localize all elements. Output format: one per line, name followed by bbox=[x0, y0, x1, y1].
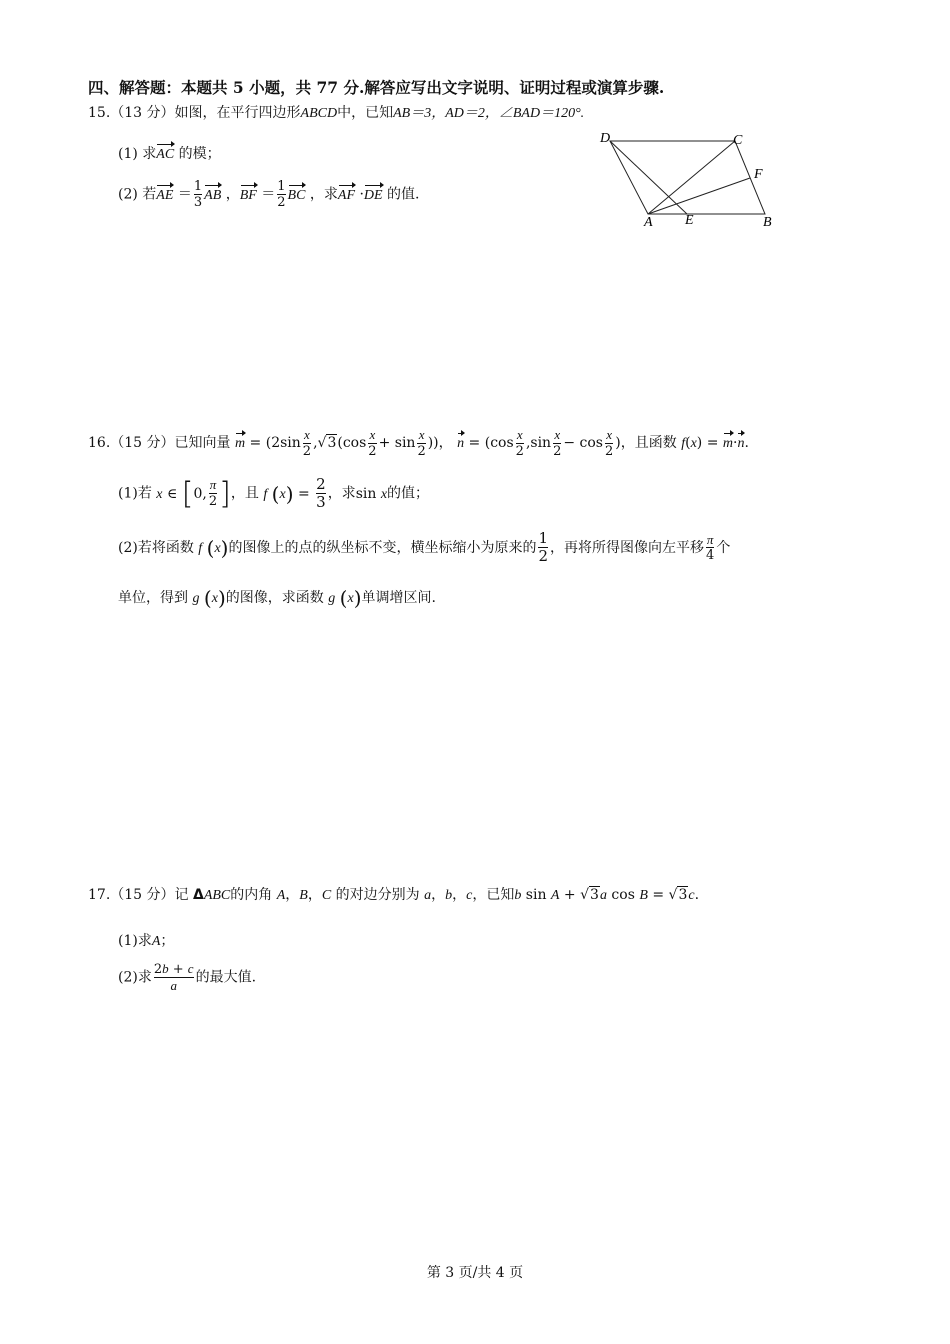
vector-m-definition: m = (2sin $\frac{x}{2}$ ,√3(cos $\frac{x}{2}$ + sin $\frac{x}{2}$ )) bbox=[234, 427, 439, 459]
q17-number: 17. bbox=[88, 887, 111, 903]
q17-part2-label: (2)求 bbox=[118, 969, 152, 986]
q15-part1 bbox=[118, 143, 221, 163]
vector-AF: AF bbox=[337, 187, 355, 203]
label-C: C bbox=[733, 133, 743, 148]
q15-part2-label: (2) bbox=[118, 186, 138, 203]
q15-part1-tail: 的模； bbox=[178, 146, 221, 162]
q15-part1-label: (1) bbox=[118, 146, 138, 162]
q15-points: （13 分） bbox=[110, 105, 175, 121]
parallelogram-figure bbox=[590, 126, 790, 234]
q17-part2 bbox=[118, 962, 256, 993]
q16-part1-tail: ，求 bbox=[327, 485, 356, 502]
vector-AC: AC bbox=[156, 147, 175, 162]
q16-part2-end: 个 bbox=[716, 539, 731, 556]
label-F: F bbox=[754, 167, 763, 182]
q15-part1-text: 求 bbox=[142, 146, 157, 162]
label-E: E bbox=[685, 213, 694, 228]
segment-DE bbox=[610, 141, 687, 214]
q16-part2-line2c: 单调增区间. bbox=[361, 590, 436, 606]
fraction-2b-plus-c-over-a: $\frac{2b + c}{a}$ bbox=[153, 961, 194, 993]
vector-n-definition: n = (cos $\frac{x}{2}$ ,sin $\frac{x}{2}$ − cos $\frac{x}{2}$ ) bbox=[457, 427, 621, 459]
section-title: 四、解答题：本题共 5 小题，共 77 分.解答应写出文字说明、证明过程或演算步骤. bbox=[88, 78, 665, 97]
q17-stem4: ，已知 bbox=[472, 887, 515, 903]
q17-stem: 记 bbox=[174, 887, 189, 903]
vector-AB: AB bbox=[204, 187, 222, 203]
q16-part1 bbox=[118, 476, 429, 511]
vector-BF: BF bbox=[239, 187, 257, 203]
q16-part1-label: (1)若 bbox=[118, 485, 152, 502]
q16-part2-line2b: 的图像，求函数 bbox=[225, 590, 324, 606]
q16-part2-mid2: ，再将所得图像向左平移 bbox=[550, 539, 705, 556]
fraction-one-third: $\frac{1}{3}$ bbox=[193, 179, 203, 210]
q15-stem-rest: 中，已知 bbox=[337, 105, 394, 121]
segment-AC bbox=[648, 141, 735, 214]
q15-part2: (2) 若AE ＝ $\frac{1}{3}$ AB ，BF ＝ $\frac{1}{2}$ BC ，求AF ·DE 的值. bbox=[118, 179, 420, 210]
question-17-stem bbox=[88, 884, 699, 904]
page-footer: 第 3 页/共 4 页 bbox=[426, 1265, 524, 1281]
sides-abc: a，b，c bbox=[424, 887, 473, 903]
q16-part2-label: (2)若将函数 bbox=[118, 539, 194, 556]
label-B: B bbox=[763, 215, 772, 230]
q15-part2-text: 若 bbox=[142, 186, 157, 203]
q16-number: 16. bbox=[88, 435, 111, 452]
function-f-definition: f(x) = m·n. bbox=[681, 435, 749, 452]
segment-AF bbox=[648, 178, 750, 214]
given-equation: b sin A + √3a cos B = √3c. bbox=[514, 887, 700, 903]
q16-part2-line2a: 单位，得到 bbox=[118, 590, 188, 606]
q17-part2-end: 的最大值. bbox=[195, 969, 257, 986]
q17-stem3: 的对边分别为 bbox=[335, 887, 420, 903]
q16-part2-mid: 的图像上的点的纵坐标不变，横坐标缩小为原来的 bbox=[228, 539, 537, 556]
q16-points: （15 分） bbox=[110, 435, 175, 452]
q17-part1-label: (1)求 bbox=[118, 933, 152, 949]
label-D: D bbox=[600, 131, 611, 146]
vector-AE: AE bbox=[156, 187, 174, 203]
q16-stem-tail: ，且函数 bbox=[620, 435, 677, 452]
q16-part1-end: 的值； bbox=[387, 485, 430, 502]
q15-conditions: AB＝3，AD＝2，∠BAD＝120°. bbox=[393, 106, 585, 121]
fraction-pi-over-4: $\frac{\pi}{4}$ bbox=[706, 531, 715, 564]
function-f: f (x) bbox=[198, 535, 229, 560]
q17-points: （15 分） bbox=[110, 887, 175, 903]
question-15-stem bbox=[88, 102, 584, 122]
vector-BC: BC bbox=[287, 187, 306, 203]
q15-abcd: ABCD bbox=[300, 106, 338, 121]
fraction-one-half: $\frac{1}{2}$ bbox=[277, 179, 286, 210]
domain-interval: x ∈ [0, $\frac{\pi}{2}$ ] bbox=[156, 476, 231, 511]
fraction-half-scale: $\frac{1}{2}$ bbox=[538, 529, 549, 565]
question-16-stem: 16.（15 分）已知向量 m = (2sin $\frac{x}{2}$ ,√3(cos $\frac{x}{2}$ + sin $\frac{x}{2}$ ))， n = (cos $\frac{x}{2}$ ,sin $\frac{x}{2}$ − cos $\frac{x}{2}$ )，且函数 f(x) = m·n. bbox=[88, 427, 749, 459]
q17-part1-end: ； bbox=[160, 933, 175, 949]
q16-part2-line2 bbox=[118, 586, 436, 610]
angles-ABC: A，B，C bbox=[276, 887, 332, 903]
function-g-2: g (x) bbox=[328, 586, 362, 610]
label-A: A bbox=[644, 215, 653, 230]
triangle-ABC: ΔABC bbox=[192, 887, 231, 903]
angle-A: A bbox=[151, 934, 161, 949]
q15-stem-prefix: 如图，在平行四边形 bbox=[174, 105, 301, 121]
function-g: g (x) bbox=[192, 586, 226, 610]
q15-part2-tail: 的值. bbox=[387, 186, 420, 203]
q17-part1 bbox=[118, 930, 174, 950]
q15-number: 15. bbox=[88, 105, 111, 121]
q16-part1-mid: ，且 bbox=[230, 485, 259, 502]
parallelogram-ABCD bbox=[610, 141, 765, 214]
q16-part2-line1 bbox=[118, 531, 730, 565]
sin-x: sin x bbox=[355, 485, 388, 502]
q16-stem: 已知向量 bbox=[174, 435, 231, 452]
f-value: f (x) = $\frac{2}{3}$ bbox=[263, 474, 326, 511]
vector-DE: DE bbox=[363, 187, 383, 203]
q17-stem2: 的内角 bbox=[230, 887, 273, 903]
